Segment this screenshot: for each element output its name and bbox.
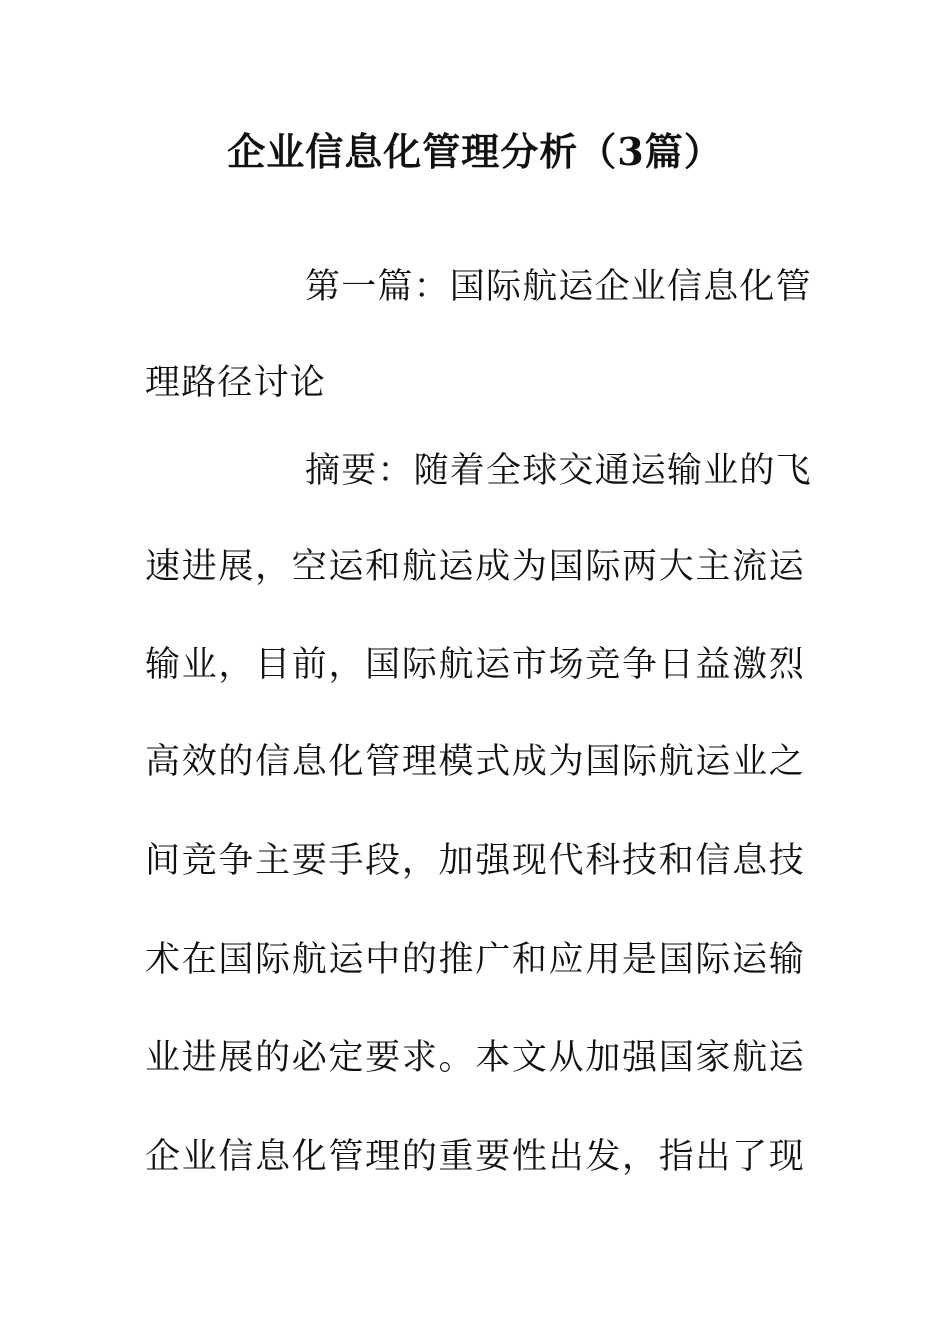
paragraph-line: 摘要：随着全球交通运输业的飞 [305, 451, 812, 491]
paragraph-line: 间竞争主要手段，加强现代科技和信息技 [145, 841, 805, 881]
paragraph-line: 速进展，空运和航运成为国际两大主流运 [145, 547, 805, 587]
paragraph-line: 企业信息化管理的重要性出发，指出了现 [145, 1137, 805, 1177]
paragraph-line: 输业，目前，国际航运市场竞争日益激烈 [145, 645, 805, 685]
section-heading-line-2: 理路径讨论 [145, 363, 327, 403]
paragraph-line: 术在国际航运中的推广和应用是国际运输 [145, 940, 805, 980]
document-title: 企业信息化管理分析（3篇） [227, 129, 723, 174]
section-heading-line-1: 第一篇：国际航运企业信息化管 [305, 267, 812, 307]
paragraph-line: 业进展的必定要求。本文从加强国家航运 [145, 1038, 805, 1078]
paragraph-line: 高效的信息化管理模式成为国际航运业之 [145, 742, 805, 782]
